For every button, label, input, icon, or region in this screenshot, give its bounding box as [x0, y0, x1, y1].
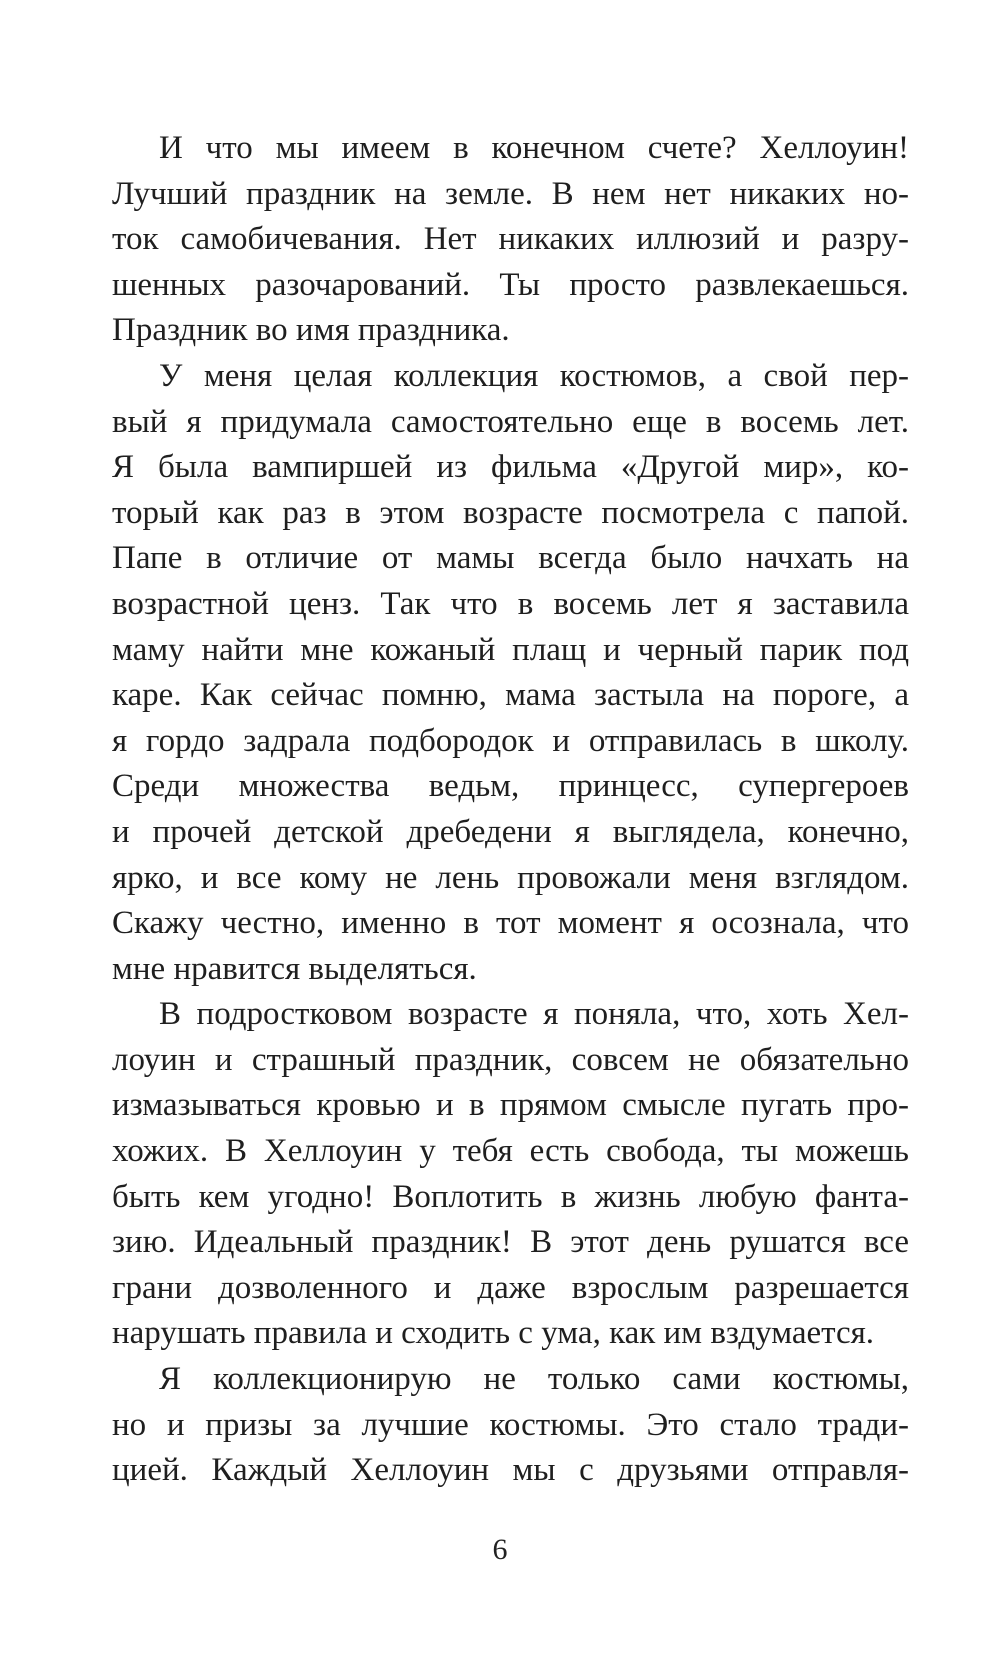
page-number: 6 [492, 1533, 508, 1566]
text-line: Среди множества ведьм, принцесс, супергероев [112, 768, 909, 805]
page-text [112, 126, 909, 1494]
paragraph-3 [112, 992, 909, 1357]
text-line: быть кем угодно! Воплотить в жизнь любую фанта- [112, 1178, 909, 1215]
paragraph-1 [112, 126, 909, 354]
text-line: лоуин и страшный праздник, совсем не обязательно [112, 1041, 909, 1078]
text-line: зию. Идеальный праздник! В этот день рушатся все [112, 1224, 909, 1261]
paragraph-2 [112, 354, 909, 992]
text-line: и прочей детской дребедени я выглядела, конечно, [112, 813, 909, 850]
text-line: Праздник во имя праздника. [112, 312, 510, 349]
text-line: грани дозволенного и даже взрослым разрешается [112, 1269, 909, 1306]
text-line: В подростковом возрасте я поняла, что, хоть Хел- [159, 996, 909, 1033]
text-line: торый как раз в этом возрасте посмотрела с папой. [112, 494, 909, 531]
text-line: ток самобичевания. Нет никаких иллюзий и разру- [112, 221, 909, 258]
text-line: возрастной ценз. Так что в восемь лет я заставила [112, 585, 909, 622]
text-line: хожих. В Хеллоуин у тебя есть свобода, ты можешь [112, 1133, 909, 1170]
text-line: вый я придумала самостоятельно еще в восемь лет. [112, 403, 909, 440]
text-line: цией. Каждый Хеллоуин мы с друзьями отправля- [112, 1452, 909, 1489]
text-line: Скажу честно, именно в тот момент я осознала, что [112, 905, 909, 942]
text-line: мне нравится выделяться. [112, 950, 477, 987]
text-line: я гордо задрала подбородок и отправилась в школу. [112, 722, 909, 759]
paragraph-4 [112, 1357, 909, 1494]
text-line: Я была вампиршей из фильма «Другой мир», ко- [112, 449, 909, 486]
text-line: Лучший праздник на земле. В нем нет никаких но- [112, 175, 909, 212]
text-line: маму найти мне кожаный плащ и черный парик под [112, 631, 909, 668]
text-line: Папе в отличие от мамы всегда было начхать на [112, 540, 909, 577]
text-line: но и призы за лучшие костюмы. Это стало тради- [112, 1406, 909, 1443]
text-line: шенных разочарований. Ты просто развлекаешься. [112, 266, 909, 303]
text-line: каре. Как сейчас помню, мама застыла на пороге, а [112, 677, 909, 714]
text-line: И что мы имеем в конечном счете? Хеллоуин! [159, 130, 909, 166]
text-line: нарушать правила и сходить с ума, как им вздумается. [112, 1315, 875, 1352]
text-line: Я коллекционирую не только сами костюмы, [159, 1361, 909, 1398]
text-line: У меня целая коллекция костюмов, а свой пер- [159, 357, 909, 394]
text-line: ярко, и все кому не лень провожали меня взглядом. [112, 859, 909, 896]
text-line: измазываться кровью и в прямом смысле пугать про- [112, 1087, 909, 1124]
